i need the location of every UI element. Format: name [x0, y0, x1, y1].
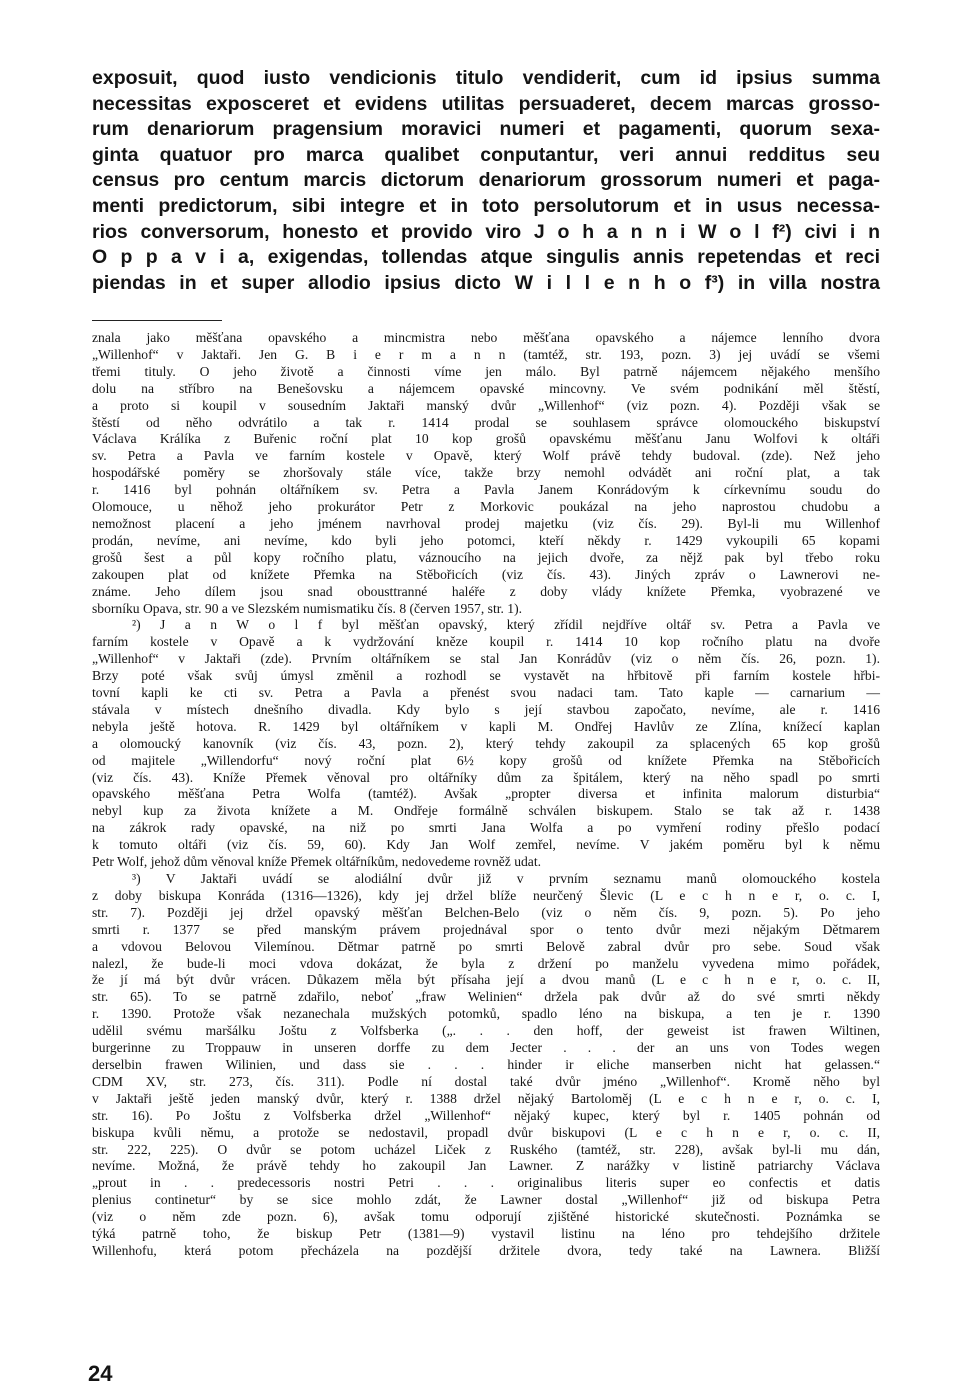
- footnote-line: třemi tituly. O jeho životě a činnosti víme jen málo. Byl patrně nájemcem nějakého menšího: [92, 363, 880, 379]
- footnote-line: „Willenhof“ v Jaktaři. Jen G. B i e r m a n n (tamtéž, str. 193, pozn. 3) jej uvádí se všemi: [92, 346, 880, 362]
- footnote-line: štěstí od něho odvrátilo a tak r. 1414 prodal se souhlasem správce olomouckého biskupství: [92, 414, 880, 430]
- footnote-line: burgerinne zu Troppauw in unseren dorffe zu dem Jecter . . . der an uns von Todes wegen: [92, 1040, 880, 1056]
- footnote-line: plenius continetur“ by se sice mohlo zdát, že Lawner dostal „Willenhof“ již od biskupa Petra: [92, 1192, 880, 1208]
- footnote-line: smrti r. 1377 se před manským právem projednával spor o tento dvůr mezi nějakým Dětmarem: [92, 921, 880, 937]
- main-text-line: exposuit, quod iusto vendicionis titulo vendiderit, cum id ipsius summa: [92, 67, 880, 89]
- main-text-line: O p p a v i a, exigendas, tollendas atque singulis annis repetendas et reci: [92, 246, 880, 269]
- footnote-line: grošů šest a půl kopy ročního platu, váznoucího na jejich dvoře, za nějž pak byl třebo roku: [92, 549, 880, 565]
- footnote-line: r. 1416 byl pohnán oltářníkem sv. Petra a Pavla Janem Konrádovým k církevnímu soudu do: [92, 482, 880, 498]
- footnote-line: nebyla ještě hotova. R. 1429 byl oltářníkem v kapli M. Ondřej Havlův ze Zlína, knížecí kaplan: [92, 718, 880, 734]
- footnote-line: k tomuto oltáři (viz čís. 59, 60). Kdy Jan Wolf zemřel, nevíme. V jakém poměru byl k němu: [92, 837, 880, 853]
- footnote-line: nalezl, že bude-li moci vdova dokázat, že byla z držení po manželu vyvedena mimo pořádek,: [92, 955, 880, 971]
- footnote-line: že jí má být dvůr vrácen. Důkazem měla být přísaha její a dvou manů (L e c h n e r, o. c. II,: [92, 972, 880, 988]
- footnote-line: Brzy poté však svůj úmysl změnil a rozhodl se vystavět na hřbitově při farním kostele hřbi-: [92, 668, 880, 684]
- main-text-line: piendas in et super allodio ipsius dicto W i l l e n h o f³) in villa nostra: [92, 271, 880, 294]
- footnote-line: známe. Jeho dílem jsou snad obousttranné haléře z doby vlády knížete Přemka, vyobrazené ve: [92, 583, 880, 599]
- footnote-line: Willenhofu, která potom přecházela na pozdější držitele dvora, tedy také na Lawnera. Bližší: [92, 1242, 880, 1258]
- footnote-line: z doby biskupa Konráda (1316—1326), kdy jej držel blíže neurčený Šlevic (L e c h n e r, o. c. I,: [92, 887, 880, 903]
- footnote-line: znala jako měšťana opavského a mincmistra nebo měšťana opavského a nájemce lenního dvora: [92, 330, 880, 345]
- main-text-line: menti predictorum, sibi integre et in toto persolutorum et in usus necessa-: [92, 194, 880, 217]
- footnote-separator: [92, 320, 222, 321]
- footnote-line: prodán, nevíme, ani nevíme, kdo byli jeho potomci, kteří někdy r. 1429 vykoupili 65 kopami: [92, 532, 880, 548]
- main-text-line: rum denariorum pragensium moravici numeri et pagamenti, quorum sexa-: [92, 118, 880, 141]
- footnote-line: „prout in . . predecessoris nostri Petri . . . originalibus literis super eo confectis et datis: [92, 1175, 880, 1191]
- footnotes: [92, 330, 880, 1260]
- main-text-line: ginta quatuor pro marca qualibet conputantur, veri annui redditus seu: [92, 143, 880, 166]
- footnote-line: sborníku Opava, str. 90 a ve Slezském numismatiku čís. 8 (červen 1957, str. 1).: [92, 600, 523, 616]
- main-text-line: rios conversorum, honesto et provido viro J o h a n n i W o l f²) civi i n: [92, 220, 880, 243]
- footnote-line: farním kostele v Opavě a k vydržování kněze koupil r. 1414 10 kop ročního platu na dvoře: [92, 634, 880, 650]
- footnote-line: str. 222, 225). O dvůr se potom ucházel Liček z Ruského (tamtéž, str. 228), avšak byl-li mu dán,: [92, 1141, 880, 1157]
- footnote-line: od majitele „Willendorfu“ nový roční plat 6½ kopy grošů od knížete Přemka na Stěbořicích: [92, 752, 880, 768]
- footnote-line: nevíme. Možná, že právě tehdy ho zakoupil Jan Lawner. Z narážky v listině patriarchy Václava: [92, 1158, 880, 1174]
- footnote-line: Václava Králíka z Buřenic roční plat 10 kop grošů opavskému měšťanu Janu Wolfovi k oltáři: [92, 431, 880, 447]
- footnote-line: a proto si koupil v sousedním Jaktaři manský dvůr „Willenhof“ (viz pozn. 4). Později však se: [92, 397, 880, 413]
- footnote-line: nebyl kup za života knížete a M. Ondřeje formálně schválen biskupem. Stalo se tak až r. 1438: [92, 803, 880, 819]
- footnote-line: Olomouce, u něhož jeho prokurátor Petr z Morkovic poukázal na jeho naprostou chudobu a: [92, 499, 880, 515]
- footnote-line: derselbin frawen Wilinien, und dass sie . . . hinder ir eliche manserben nicht hat gelassen.“: [92, 1056, 880, 1072]
- footnote-2-start: ²) J a n W o l f byl měšťan opavský, který zřídil nejdříve oltář sv. Petra a Pavla ve: [132, 617, 880, 633]
- footnote-line: str. 7). Později jej držel opavský měšťan Belchen-Belo (viz o něm čís. 9, pozn. 5). Po jeho: [92, 904, 880, 920]
- footnote-line: CDM XV, str. 273, čís. 311). Podle ní dostal také dvůr jméno „Willenhof“. Kromě něho byl: [92, 1073, 880, 1089]
- latin-charter-text: [92, 66, 880, 296]
- footnote-line: a olomoucký kanovník (viz čís. 43, pozn. 2), který tehdy zakoupil za splacených 65 kop grošů: [92, 735, 880, 751]
- footnote-line: hospodářské poměry se zhoršovaly stále více, takže brzy nemohl odvádět ani roční plat, a tak: [92, 465, 880, 481]
- footnote-line: „Willenhof“ v Jaktaři (zde). Prvním oltářníkem se stal Jan Konrádův (viz o něm čís. 26, pozn. 1).: [92, 651, 880, 667]
- footnote-line: str. 65). To se patrně zdařilo, neboť „fraw Welinien“ držela pak dvůr až do své smrti někdy: [92, 989, 880, 1005]
- footnote-line: na zákrok rady opavské, na niž po smrti Jana Wolfa a po vymření rodiny přešlo podací: [92, 820, 880, 836]
- footnote-line: nemožnost placení a jeho jménem navrhoval prodej majetku (viz čís. 29). Byl-li mu Willenhof: [92, 515, 880, 531]
- footnote-line: dolu na stříbro na Benešovsku a nájemcem opavské mincovny. Ve svém podnikání měl štěstí,: [92, 380, 880, 396]
- footnote-line: udělil svému maršálku Joštu z Volfsberka („. . . den hoff, der geweist ist frawen Wiltinen,: [92, 1023, 880, 1039]
- footnote-line: (viz o něm zde pozn. 6), avšak tomu odporují zjištěné historické skutečnosti. Poznámka se: [92, 1209, 880, 1225]
- footnote-line: stávala v místech dnešního divadla. Kdy bylo s její stavbou započato, nevíme, ale r. 1416: [92, 701, 880, 717]
- footnote-3-start: ³) V Jaktaři uvádí se alodiální dvůr již v prvním seznamu manů olomouckého kostela: [132, 871, 880, 886]
- footnote-line: tovní kapli ke cti sv. Petra a Pavla a přenést svou nadaci tam. Tato kaple — carnarium —: [92, 685, 880, 701]
- footnote-line: zakoupen plat od knížete Přemka na Stěbořicích (viz čís. 43). Jiných zpráv o Lawnerovi ne-: [92, 566, 880, 582]
- footnote-line: Petr Wolf, jehož dům věnoval kníže Přemek oltářníkům, nedovedeme rovněž udat.: [92, 854, 542, 870]
- footnote-line: (viz čís. 43). Kníže Přemek věnoval pro oltářníky dům za špitálem, který na něho spadl po smrti: [92, 769, 880, 785]
- footnote-line: týká patrně toho, že biskup Petr (1381—9) vystavil listinu na léno pro tehdejšího držitele: [92, 1226, 880, 1242]
- footnote-line: v Jaktaři ještě jeden manský dvůr, který r. 1388 držel nějaký Bartoloměj (L e c h n e r, o. c. I,: [92, 1090, 880, 1106]
- footnote-line: str. 16). Po Joštu z Volfsberka držel „Willenhof“ nějaký kupec, který byl r. 1405 pohnán od: [92, 1107, 880, 1123]
- main-text-line: census pro centum marcis dictorum denariorum grossorum numeri et paga-: [92, 169, 880, 192]
- footnote-line: r. 1390. Protože však nezanechala mužských potomků, spadlo léno na biskupa, a ten je r. 1390: [92, 1006, 880, 1022]
- footnote-line: a vdovou Belovou Vilemínou. Dětmar patrně po smrti Belově zabral dvůr pro sebe. Soud však: [92, 938, 880, 954]
- footnote-line: opavského měšťana Petra Wolfa (tamtéž). Avšak „propter diversa et infinita malorum disturbia“: [92, 786, 880, 802]
- footnote-line: biskupa kvůli němu, a protože se nedostavil, propadl dvůr biskupovi (L e c h n e r, o. c. II,: [92, 1124, 880, 1140]
- main-text-line: necessitas exposceret et evidens utilitas persuaderet, decem marcas grosso-: [92, 92, 880, 115]
- footnote-line: sv. Petra a Pavla ve farním kostele v Opavě, který Wolf právě tehdy budoval. (zde). Než jeho: [92, 448, 880, 464]
- page-number: 24: [88, 1361, 113, 1386]
